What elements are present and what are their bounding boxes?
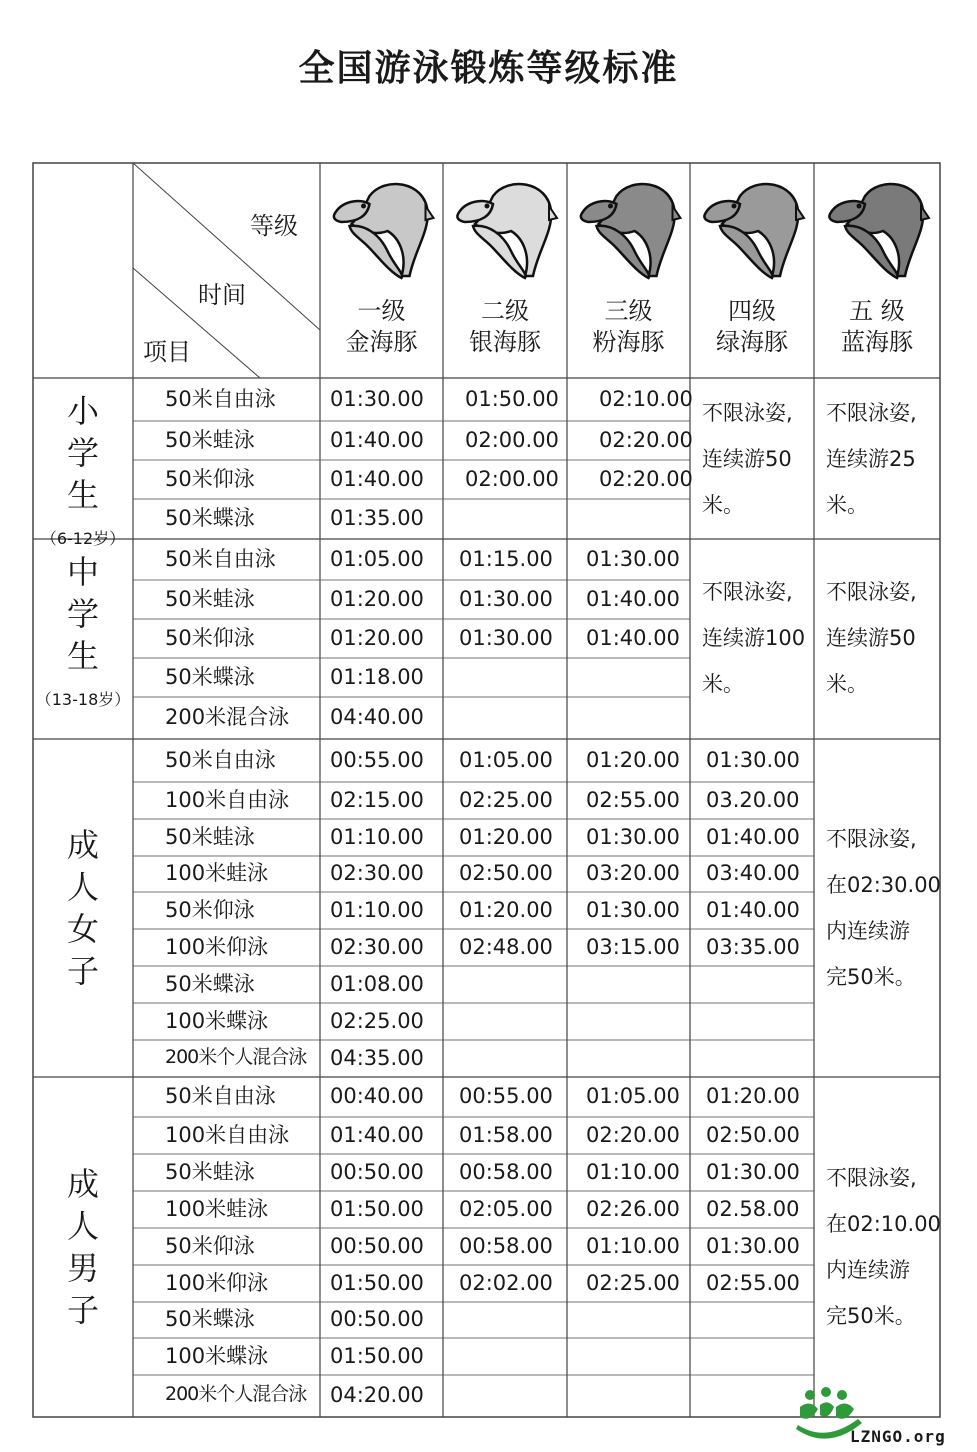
time-value: 01:20.00: [706, 1084, 800, 1108]
level-heading: [815, 296, 939, 358]
time-value: 02:50.00: [459, 861, 553, 885]
header-time-label: 时间: [198, 281, 246, 309]
group-label-char: 生: [66, 476, 99, 514]
time-value: 01:30.00: [459, 586, 553, 611]
time-value: 01:40.00: [706, 897, 800, 922]
dolphin-icon: [581, 184, 681, 278]
time-value: 01:20.00: [459, 824, 553, 849]
level-name: 金海豚: [345, 328, 418, 356]
group-label-char: 女: [66, 910, 99, 948]
watermark-text: LZNGO.org: [850, 1427, 946, 1446]
item-name: 50米蝶泳: [165, 971, 255, 996]
item-name: 100米仰泳: [165, 934, 269, 959]
level5-note: [826, 816, 941, 1000]
time-value: 03:40.00: [706, 861, 800, 885]
time-value: 02:02.00: [459, 1270, 553, 1295]
item-name: 50米蛙泳: [165, 824, 255, 849]
time-value: 01:30.00: [586, 546, 680, 571]
time-value: 02:20.00: [599, 427, 693, 452]
level-name: 蓝海豚: [841, 328, 913, 356]
note-line: 米。: [826, 493, 868, 517]
note-line: 米。: [702, 493, 744, 517]
header-item-label: 项目: [143, 338, 191, 366]
time-value: 01:35.00: [330, 506, 424, 530]
group-label-char: 成: [66, 826, 99, 864]
time-value: 02:05.00: [459, 1196, 553, 1221]
level5-note: [826, 1155, 941, 1339]
group-label-char: 学: [66, 595, 99, 633]
note-line: 在02:10.00: [826, 1212, 941, 1236]
item-name: 100米蝶泳: [165, 1343, 269, 1368]
level-name: 粉海豚: [592, 328, 665, 356]
time-value: 01:20.00: [586, 747, 680, 772]
item-name: 200米个人混合泳: [165, 1383, 307, 1405]
item-name: 50米蝶泳: [165, 506, 255, 530]
time-value: 01:20.00: [459, 897, 553, 922]
time-value: 00:40.00: [330, 1084, 424, 1108]
dolphin-icon: [704, 184, 804, 278]
time-value: 01:05.00: [586, 1084, 680, 1108]
group-label-char: 学: [66, 434, 99, 472]
time-value: 02:25.00: [459, 787, 553, 812]
item-name: 50米仰泳: [165, 1233, 255, 1258]
time-value: 01:10.00: [586, 1233, 680, 1258]
time-value: 01:10.00: [330, 824, 424, 849]
time-value: 01:50.00: [465, 386, 559, 411]
level-heading: [443, 296, 567, 358]
item-name: 200米个人混合泳: [165, 1045, 307, 1068]
note-line: 米。: [702, 672, 744, 696]
time-value: 01:10.00: [330, 897, 424, 922]
time-value: 01:20.00: [330, 625, 424, 650]
level-name: 银海豚: [469, 328, 541, 356]
time-value: 01:50.00: [330, 1343, 424, 1368]
time-value: 01:40.00: [586, 586, 680, 611]
time-value: 02:30.00: [330, 934, 424, 959]
item-name: 100米自由泳: [165, 1122, 290, 1147]
item-name: 50米蛙泳: [165, 1159, 255, 1184]
time-value: 01:30.00: [330, 386, 424, 411]
item-name: 50米蝶泳: [165, 664, 255, 689]
group-label-char: 中: [66, 553, 99, 591]
note-line: 不限泳姿,: [702, 401, 793, 425]
note-line: 不限泳姿,: [826, 1166, 917, 1190]
level-rank: 四级: [728, 297, 776, 325]
group-label-char: 成: [66, 1165, 99, 1203]
time-value: 03:20.00: [586, 861, 680, 885]
time-value: 01:30.00: [586, 897, 680, 922]
time-value: 02:20.00: [586, 1122, 680, 1147]
time-value: 02:00.00: [465, 466, 559, 491]
time-value: 01:50.00: [330, 1270, 424, 1295]
time-value: 02:25.00: [330, 1008, 424, 1033]
time-value: 01:40.00: [706, 824, 800, 849]
time-value: 01:40.00: [330, 466, 424, 491]
group-label-char: 人: [66, 1207, 99, 1245]
note-line: 内连续游: [826, 919, 910, 943]
level-heading: [320, 296, 444, 358]
level4-note: [702, 569, 805, 707]
time-value: 01:58.00: [459, 1122, 553, 1147]
item-name: 200米混合泳: [165, 705, 290, 729]
item-name: 100米蛙泳: [165, 1196, 269, 1221]
group-label-char: 子: [66, 1291, 99, 1329]
time-value: 01:50.00: [330, 1196, 424, 1221]
time-value: 01:18.00: [330, 664, 424, 689]
time-value: 02:26.00: [586, 1196, 680, 1221]
note-line: 连续游50: [826, 626, 916, 650]
time-value: 01:30.00: [459, 625, 553, 650]
time-value: 01:15.00: [459, 546, 553, 571]
time-value: 01:30.00: [706, 747, 800, 772]
level-name: 绿海豚: [716, 328, 788, 356]
time-value: 02:55.00: [586, 787, 680, 812]
item-name: 50米自由泳: [165, 747, 276, 772]
time-value: 04:20.00: [330, 1383, 424, 1407]
level-rank: 三级: [604, 297, 653, 325]
group-age: （6-12岁）: [40, 529, 126, 548]
time-value: 02:50.00: [706, 1122, 800, 1147]
note-line: 内连续游: [826, 1258, 910, 1282]
item-name: 50米蝶泳: [165, 1307, 255, 1331]
group-label-char: 小: [66, 392, 99, 430]
time-value: 01:20.00: [330, 586, 424, 611]
dolphin-icon: [457, 184, 557, 278]
time-value: 00:55.00: [330, 747, 424, 772]
item-name: 100米蛙泳: [165, 861, 269, 885]
time-value: 02:00.00: [465, 427, 559, 452]
group-label-char: 子: [66, 952, 99, 990]
time-value: 02.58.00: [706, 1196, 800, 1221]
time-value: 02:55.00: [706, 1270, 800, 1295]
note-line: 完50米。: [826, 965, 916, 989]
level-heading: [690, 296, 814, 358]
note-line: 连续游25: [826, 447, 916, 471]
group-label-char: 人: [66, 868, 99, 906]
time-value: 01:40.00: [586, 625, 680, 650]
time-value: 01:05.00: [459, 747, 553, 772]
level-rank: 二级: [481, 297, 529, 325]
level4-note: [702, 390, 793, 528]
time-value: 00:55.00: [459, 1084, 553, 1108]
item-name: 50米蛙泳: [165, 586, 255, 611]
time-value: 01:10.00: [586, 1159, 680, 1184]
time-value: 01:40.00: [330, 1122, 424, 1147]
note-line: 不限泳姿,: [826, 580, 917, 604]
note-line: 连续游50: [702, 447, 792, 471]
item-name: 50米自由泳: [165, 386, 276, 411]
time-value: 02:25.00: [586, 1270, 680, 1295]
note-line: 不限泳姿,: [826, 827, 917, 851]
note-line: 完50米。: [826, 1304, 916, 1328]
time-value: 03:15.00: [586, 934, 680, 959]
time-value: 00:58.00: [459, 1159, 553, 1184]
time-value: 01:40.00: [330, 427, 424, 452]
dolphin-icon: [829, 184, 929, 278]
time-value: 04:40.00: [330, 705, 424, 729]
group-age: （13-18岁）: [35, 690, 131, 709]
time-value: 03:35.00: [706, 934, 800, 959]
group-label: [33, 551, 133, 710]
level5-note: [826, 569, 917, 707]
level5-note: [826, 390, 917, 528]
time-value: 01:30.00: [706, 1159, 800, 1184]
item-name: 50米自由泳: [165, 546, 276, 571]
item-name: 100米自由泳: [165, 787, 290, 812]
item-name: 50米仰泳: [165, 625, 255, 650]
time-value: 01:30.00: [586, 824, 680, 849]
time-value: 01:30.00: [706, 1233, 800, 1258]
time-value: 02:10.00: [599, 386, 693, 411]
group-label: [33, 824, 133, 992]
time-value: 02:20.00: [599, 466, 693, 491]
time-value: 00:50.00: [330, 1233, 424, 1258]
item-name: 50米自由泳: [165, 1084, 276, 1108]
note-line: 连续游100: [702, 626, 806, 650]
page-title: 全国游泳锻炼等级标准: [298, 48, 679, 89]
item-name: 50米蛙泳: [165, 427, 255, 452]
time-value: 01:05.00: [330, 546, 424, 571]
item-name: 50米仰泳: [165, 897, 255, 922]
item-name: 100米蝶泳: [165, 1008, 269, 1033]
time-value: 04:35.00: [330, 1045, 424, 1070]
group-label: [33, 1163, 133, 1331]
note-line: 米。: [826, 672, 868, 696]
level-rank: 五 级: [849, 297, 905, 325]
item-name: 50米仰泳: [165, 466, 255, 491]
level-rank: 一级: [357, 297, 406, 325]
time-value: 00:50.00: [330, 1159, 424, 1184]
time-value: 00:50.00: [330, 1307, 424, 1331]
time-value: 00:58.00: [459, 1233, 553, 1258]
header-level-label: 等级: [250, 212, 298, 240]
item-name: 100米仰泳: [165, 1270, 269, 1295]
group-label: [33, 390, 133, 549]
level-heading: [567, 296, 691, 358]
time-value: 03.20.00: [706, 787, 800, 812]
group-label-char: 男: [66, 1249, 99, 1287]
note-line: 不限泳姿,: [826, 401, 917, 425]
dolphin-icon: [334, 184, 434, 278]
time-value: 02:48.00: [459, 934, 553, 959]
time-value: 02:15.00: [330, 787, 424, 812]
group-label-char: 生: [66, 637, 99, 675]
note-line: 不限泳姿,: [702, 580, 793, 604]
note-line: 在02:30.00: [826, 873, 941, 897]
time-value: 02:30.00: [330, 861, 424, 885]
time-value: 01:08.00: [330, 971, 424, 996]
